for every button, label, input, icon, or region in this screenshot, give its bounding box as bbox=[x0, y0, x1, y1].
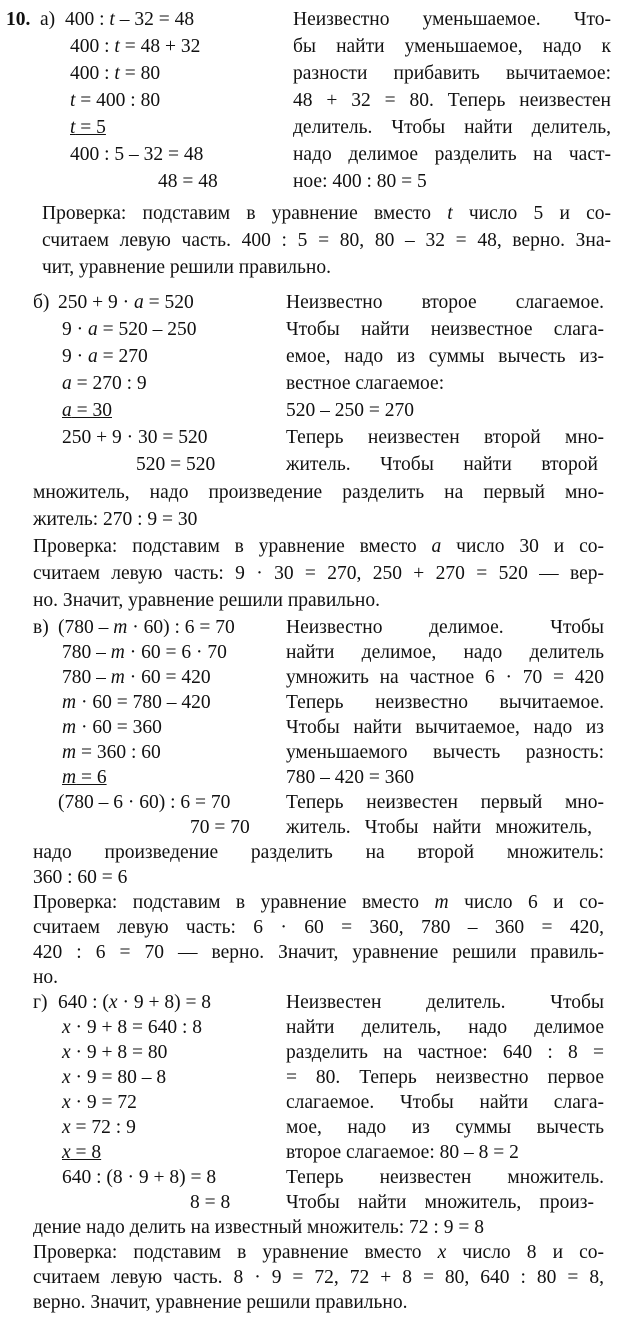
part-a-explanation: делитель. Чтобы найти делитель, bbox=[293, 117, 611, 138]
part-c-explanation: Теперь неизвестно вычитаемое. bbox=[286, 692, 604, 713]
part-b-step: 520 = 520 bbox=[136, 454, 216, 475]
part-c-explanation: найти делимое, надо делитель bbox=[286, 642, 604, 663]
part-d-step: x · 9 + 8 = 80 bbox=[62, 1042, 168, 1063]
part-d-step: x · 9 + 8 = 640 : 8 bbox=[62, 1017, 203, 1038]
part-c-label: в) bbox=[33, 617, 49, 638]
part-b-explanation: Неизвестно второе слагаемое. bbox=[286, 292, 604, 313]
part-b-label: б) bbox=[33, 292, 50, 313]
part-b-step: a = 270 : 9 bbox=[62, 373, 147, 394]
part-d-explanation: второе слагаемое: 80 – 8 = 2 bbox=[286, 1142, 519, 1163]
part-c-answer: m = 6 bbox=[62, 767, 107, 788]
part-d-check: считаем левую часть. 8 · 9 = 72, 72 + 8 = 80, 640 : 80 = 8, bbox=[33, 1267, 604, 1288]
part-a-label: а) bbox=[40, 9, 56, 30]
part-d-step: x · 9 = 80 – 8 bbox=[62, 1067, 167, 1088]
part-a-explanation: надо делимое разделить на част- bbox=[293, 144, 611, 165]
part-a-explanation: разности прибавить вычитаемое: bbox=[293, 63, 611, 84]
part-b-step: 9 · a = 270 bbox=[62, 346, 148, 367]
part-c-step: 780 – m · 60 = 420 bbox=[62, 667, 211, 688]
part-c-tail: 360 : 60 = 6 bbox=[33, 867, 128, 888]
part-a-step: 400 : 5 – 32 = 48 bbox=[70, 144, 204, 165]
part-b-step: 250 + 9 · 30 = 520 bbox=[62, 427, 208, 448]
part-b-step: 9 · a = 520 – 250 bbox=[62, 319, 197, 340]
part-a-explanation: Неизвестно уменьшаемое. Что- bbox=[293, 9, 611, 30]
part-c-step: 70 = 70 bbox=[190, 817, 250, 838]
part-a-step: 400 : t = 80 bbox=[70, 63, 161, 84]
part-c-step: m · 60 = 360 bbox=[62, 717, 162, 738]
part-a-explanation: 48 + 32 = 80. Теперь неизвестен bbox=[293, 90, 611, 111]
part-d-label: г) bbox=[33, 992, 48, 1013]
part-a-step: 48 = 48 bbox=[158, 171, 218, 192]
part-a-explanation: ное: 400 : 80 = 5 bbox=[293, 171, 427, 192]
part-c-check: Проверка: подставим в уравнение вместо m число 6 и со- bbox=[33, 892, 604, 913]
part-a-step: 400 : t – 32 = 48 bbox=[65, 9, 195, 30]
part-b-explanation: Чтобы найти неизвестное слага- bbox=[286, 319, 604, 340]
part-c-step: m · 60 = 780 – 420 bbox=[62, 692, 211, 713]
part-d-answer: x = 8 bbox=[62, 1142, 102, 1163]
part-c-step: 780 – m · 60 = 6 · 70 bbox=[62, 642, 227, 663]
part-c-check: но. bbox=[33, 967, 59, 988]
part-c-step: (780 – m · 60) : 6 = 70 bbox=[58, 617, 235, 638]
part-c-step: (780 – 6 · 60) : 6 = 70 bbox=[58, 792, 231, 813]
part-d-step: x = 72 : 9 bbox=[62, 1117, 136, 1138]
part-b-explanation: емое, надо из суммы вычесть из- bbox=[286, 346, 604, 367]
part-c-explanation: житель. Чтобы найти множитель, bbox=[286, 817, 592, 838]
part-d-check: Проверка: подставим в уравнение вместо x число 8 и со- bbox=[33, 1242, 605, 1263]
part-a-answer: t = 5 bbox=[70, 117, 106, 138]
part-c-check: 420 : 6 = 70 — верно. Значит, уравнение решили правиль- bbox=[33, 942, 604, 963]
part-a-check: считаем левую часть. 400 : 5 = 80, 80 – 32 = 48, верно. Зна- bbox=[42, 230, 611, 251]
part-b-check: считаем левую часть: 9 · 30 = 270, 250 + 270 = 520 — вер- bbox=[33, 563, 604, 584]
part-a-check: чит, уравнение решили правильно. bbox=[42, 257, 331, 278]
part-a-step: 400 : t = 48 + 32 bbox=[70, 36, 201, 57]
part-c-explanation: Неизвестно делимое. Чтобы bbox=[286, 617, 604, 638]
part-b-check: но. Значит, уравнение решили правильно. bbox=[33, 590, 380, 611]
part-c-tail: надо произведение разделить на второй множитель: bbox=[33, 842, 604, 863]
part-c-check: считаем левую часть: 6 · 60 = 360, 780 – 360 = 420, bbox=[33, 917, 604, 938]
part-a-step: t = 400 : 80 bbox=[70, 90, 161, 111]
part-d-explanation: разделить на частное: 640 : 8 = bbox=[286, 1042, 604, 1063]
part-c-step: m = 360 : 60 bbox=[62, 742, 161, 763]
part-d-check: верно. Значит, уравнение решили правильно. bbox=[33, 1292, 408, 1313]
part-d-explanation: Неизвестен делитель. Чтобы bbox=[286, 992, 604, 1013]
part-d-explanation: Теперь неизвестен множитель. bbox=[286, 1167, 604, 1188]
part-c-explanation: умножить на частное 6 · 70 = 420 bbox=[286, 667, 604, 688]
part-a-check: Проверка: подставим в уравнение вместо t число 5 и со- bbox=[42, 203, 611, 224]
part-b-explanation: житель. Чтобы найти второй bbox=[286, 454, 598, 475]
part-d-explanation: найти делитель, надо делимое bbox=[286, 1017, 604, 1038]
part-a-explanation: бы найти уменьшаемое, надо к bbox=[293, 36, 611, 57]
part-c-explanation: уменьшаемого вычесть разность: bbox=[286, 742, 604, 763]
part-b-tail: житель: 270 : 9 = 30 bbox=[33, 509, 198, 530]
part-d-explanation: мое, надо из суммы вычесть bbox=[286, 1117, 604, 1138]
problem-number: 10. bbox=[6, 9, 31, 30]
part-d-explanation: слагаемое. Чтобы найти слага- bbox=[286, 1092, 604, 1113]
part-d-tail: дение надо делить на известный множитель: 72 : 9 = 8 bbox=[33, 1217, 484, 1238]
part-d-step: 640 : (8 · 9 + 8) = 8 bbox=[62, 1167, 217, 1188]
part-d-explanation: = 80. Теперь неизвестно первое bbox=[286, 1067, 604, 1088]
part-b-check: Проверка: подставим в уравнение вместо a число 30 и со- bbox=[33, 536, 605, 557]
part-b-step: 250 + 9 · a = 520 bbox=[58, 292, 194, 313]
part-b-answer: a = 30 bbox=[62, 400, 112, 421]
part-b-explanation: вестное слагаемое: bbox=[286, 373, 445, 394]
part-b-explanation: 520 – 250 = 270 bbox=[286, 400, 414, 421]
part-d-step: 8 = 8 bbox=[190, 1192, 231, 1213]
part-c-explanation: Теперь неизвестен первый мно- bbox=[286, 792, 604, 813]
part-b-tail: множитель, надо произведение разделить на первый мно- bbox=[33, 482, 604, 503]
part-d-explanation: Чтобы найти множитель, произ- bbox=[286, 1192, 594, 1213]
part-b-explanation: Теперь неизвестен второй мно- bbox=[286, 427, 604, 448]
part-d-step: x · 9 = 72 bbox=[62, 1092, 137, 1113]
part-c-explanation: Чтобы найти вычитаемое, надо из bbox=[286, 717, 604, 738]
part-d-step: 640 : (x · 9 + 8) = 8 bbox=[58, 992, 212, 1013]
part-c-explanation: 780 – 420 = 360 bbox=[286, 767, 414, 788]
